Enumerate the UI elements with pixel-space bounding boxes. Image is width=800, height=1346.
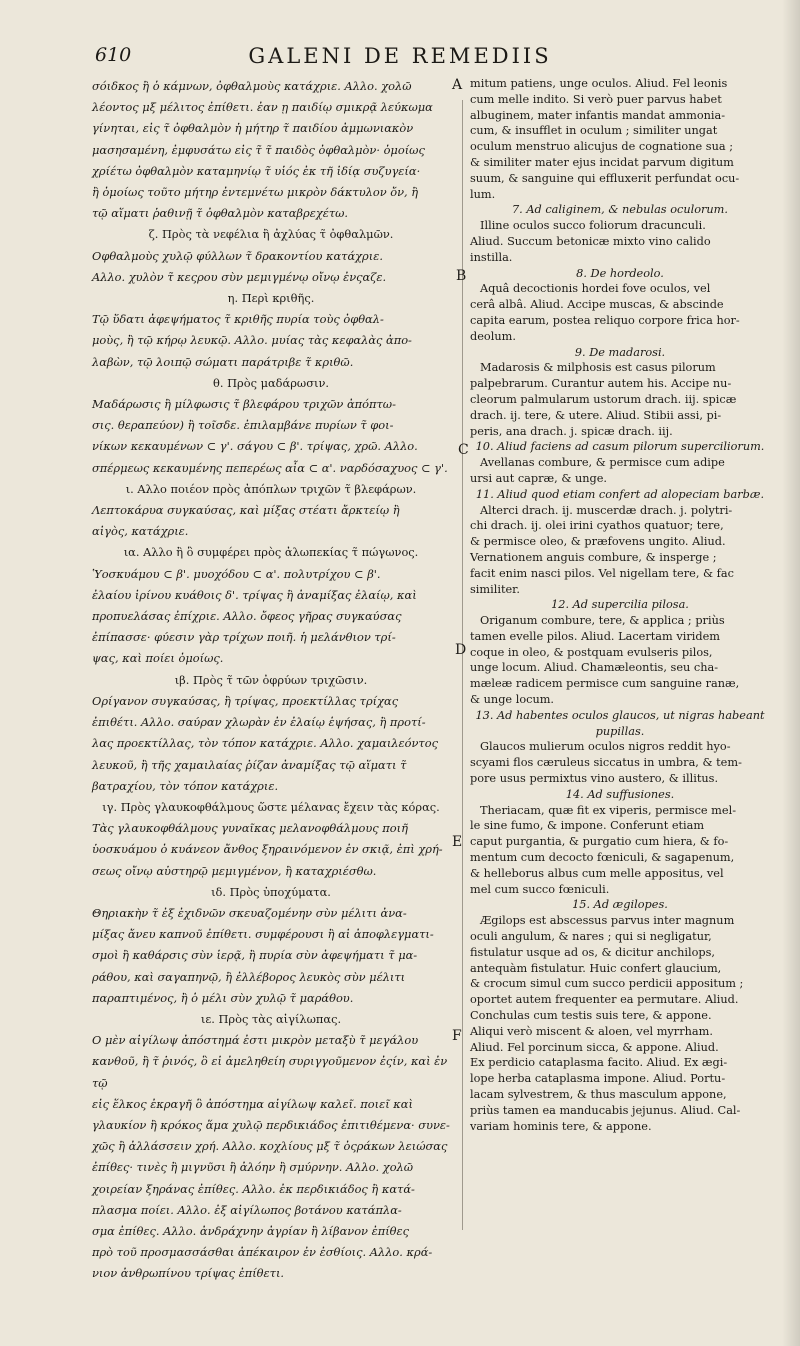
- latin-heading: pupillas.: [595, 724, 645, 738]
- greek-line: μασησαμένη, ἐμφυσάτω εἰς τ̃ τ̃ παιδὸς ὀφθαλμὸν· ὁμοίως: [92, 142, 425, 157]
- greek-line: λας προεκτίλλας, τὸν τόπον κατάχριε. Αλλο. χαμαιλεόντος: [92, 736, 438, 751]
- greek-line: Οφθαλμοὺς χυλῷ φύλλων τ̃ δρακοντίου κατάχριε.: [92, 248, 383, 263]
- greek-heading: ιδ. Πρὸς ὑποχύματα.: [211, 884, 331, 899]
- latin-line: Avellanas combure, & permisce cum adipe: [480, 456, 725, 470]
- greek-line: νιον ἀνθρωπίνου τρίψας ἐπίθετι.: [92, 1266, 285, 1281]
- greek-line: παραπτιμένος, ἢ ὁ μέλι σὺν χυλῷ τ̃ μαράθου.: [92, 990, 354, 1005]
- latin-heading: 10. Aliud faciens ad casum pilorum superciliorum.: [475, 440, 765, 454]
- latin-line: facit enim nasci pilos. Vel nigellam tere, & fac: [470, 566, 734, 580]
- latin-line: Aliqui verò miscent & aloen, vel myrrham.: [470, 1024, 713, 1038]
- latin-line: & unge locum.: [470, 693, 555, 707]
- greek-line: Αλλο. χυλὸν τ̃ κεςρου σὺν μεμιγμένῳ οἴνῳ ἐνςαζε.: [92, 269, 387, 284]
- latin-line: Alterci drach. ij. muscerdæ drach. j. polytri-: [480, 503, 733, 517]
- greek-line: Ορίγανον συγκαύσας, ἢ τρίψας, προεκτίλλας τρίχας: [92, 693, 399, 708]
- latin-line: Illine oculos succo foliorum dracunculi.: [480, 219, 706, 233]
- latin-line: variam hominis tere, & appone.: [470, 1119, 652, 1133]
- latin-line: caput purgantia, & purgatio cum hiera, & fo-: [470, 835, 729, 849]
- greek-line: Θηριακὴν τ̃ ἐξ ἐχιδνῶν σκευαζομένην σὺν μέλιτι ἀνα-: [92, 905, 407, 920]
- latin-line: & helleborus albus cum melle appositus, vel: [470, 866, 724, 880]
- latin-line: unge locum. Aliud. Chamæleontis, seu cha-: [470, 661, 719, 675]
- greek-line: γλαυκίον ἢ κρόκος ἅμα χυλῷ περδικιάδος ἐπιτιθέμενα· συνε-: [92, 1117, 450, 1132]
- latin-line: Madarosis & milphosis est casus pilorum: [480, 361, 716, 375]
- page-fold-shadow: [782, 0, 800, 1346]
- latin-heading: 15. Ad ægilopes.: [572, 898, 668, 912]
- greek-line: Λεπτοκάρυα συγκαύσας, καὶ μίξας στέατι ἄρκτείῳ ἢ: [92, 503, 400, 518]
- greek-line: σόιδκος ἢ ὁ κάμνων, ὀφθαλμοὺς κατάχριε. Αλλο. χολῶ: [92, 79, 412, 93]
- latin-line: drach. ij. tere, & utere. Aliud. Stibii assi, pi-: [470, 408, 722, 422]
- greek-heading: ια. Αλλο ἢ ὃ συμφέρει πρὸς ἀλωπεκίας τ̃ πώγωνος.: [123, 545, 419, 560]
- greek-line: σπέρμεως κεκαυμένης πεπερέως αἶα ⊂ α'. ναρδόσαχυος ⊂ γ'.: [92, 460, 448, 475]
- greek-line: Τὰς γλαυκοφθάλμους γυναῖκας μελανοφθάλμους ποιῆ: [92, 821, 408, 836]
- latin-line: ursi aut capræ, & unge.: [470, 471, 608, 485]
- latin-line: mæleæ radicem permisce cum sanguine ranæ,: [470, 677, 740, 691]
- greek-line: μίξας ἄνευ καπνοῦ ἐπίθετι. συμφέρουσι ἢ αἱ ἀποφλεγματι-: [92, 927, 434, 942]
- latin-text-column: [470, 76, 770, 1266]
- latin-line: mitum patiens, unge oculos. Aliud. Fel leonis: [470, 77, 728, 90]
- greek-heading: ζ. Πρὸς τὰ νεφέλια ἢ ἀχλύας τ̃ ὀφθαλμῶν.: [148, 227, 394, 242]
- latin-line: antequàm fistulatur. Huic confert glaucium,: [470, 961, 722, 975]
- latin-line: fistulatur usque ad os, & dicitur anchilops,: [470, 945, 715, 959]
- greek-line: γίνηται, εἰς τ̃ ὀφθαλμὸν ἡ μήτηρ τ̃ παιδίου ἀμμωνιακὸν: [92, 121, 414, 136]
- greek-line: μοὺς, ἢ τῷ κήρῳ λευκῷ. Αλλο. μυίας τὰς κεφαλὰς ἀπο-: [92, 333, 412, 348]
- greek-line: προπυελάσας ἐπίχριε. Αλλο. ὄφεος γῆρας συγκαύσας: [92, 609, 402, 624]
- greek-line: Ὑοσκυάμου ⊂ β'. μυοχόδου ⊂ α'. πολυτρίχου ⊂ β'.: [92, 566, 381, 581]
- greek-line: πρὸ τοῦ προσμασσάσθαι ἀπέκαιρον ἐν ἐσθίοις. Αλλο. κρά-: [92, 1245, 433, 1260]
- latin-line: Vernationem anguis combure, & insperge ;: [470, 550, 717, 564]
- latin-line: mentum cum decocto fœniculi, & sagapenum,: [470, 851, 735, 865]
- page-number: 610: [95, 44, 132, 66]
- latin-line: & permisce oleo, & præfovens ungito. Aliud.: [470, 535, 726, 549]
- greek-line: ψας, καὶ ποίει ὁμοίως.: [92, 651, 224, 666]
- latin-line: palpebrarum. Curantur autem his. Accipe nu-: [470, 377, 732, 391]
- margin-marker-e: E: [452, 834, 463, 850]
- latin-line: & similiter mater ejus incidat parvum digitum: [470, 155, 734, 169]
- latin-line: chi drach. ij. olei irini cyathos quatuor; tere,: [470, 519, 724, 533]
- latin-line: similiter.: [470, 582, 520, 596]
- latin-line: suum, & sanguine qui effluxerit perfundat ocu-: [470, 171, 740, 185]
- latin-line: priùs tamen ea manducabis jejunus. Aliud. Cal-: [470, 1103, 741, 1117]
- latin-heading: 11. Aliud quod etiam confert ad alopeciam barbæ.: [475, 487, 765, 501]
- latin-line: lum.: [470, 187, 496, 201]
- greek-heading: ι. Αλλο ποιέον πρὸς ἀπόπλων τριχῶν τ̃ βλεφάρων.: [125, 481, 417, 496]
- latin-line: lacam sylvestrem, & thus masculum appone,: [470, 1088, 727, 1101]
- greek-heading: ιε. Πρὸς τὰς αἰγίλωπας.: [200, 1011, 342, 1026]
- greek-line: αἰγὸς, κατάχριε.: [92, 524, 189, 539]
- latin-line: mel cum succo fœniculi.: [470, 882, 610, 896]
- greek-line: Τῷ ὕδατι ἀφεψήματος τ̃ κριθῆς πυρία τοὺς ὀφθαλ-: [92, 312, 384, 327]
- latin-line: tamen evelle pilos. Aliud. Lacertam viridem: [470, 629, 720, 643]
- greek-line: σις. θεραπεύον) ἢ τοῖσδε. ἐπιλαμβάνε πυρίων τ̃ φοι-: [92, 418, 394, 433]
- latin-line: capita earum, postea reliquo corpore frica hor-: [470, 313, 740, 327]
- greek-line: ἐπιθέτι. Αλλο. σαύραν χλωρὰν ἐν ἐλαίῳ ἑψήσας, ἢ προτί-: [92, 715, 426, 730]
- latin-line: cum, & insufflet in oculum ; similiter ungat: [470, 124, 718, 138]
- latin-line: Ægilops est abscessus parvus inter magnum: [480, 914, 735, 928]
- margin-marker-d: D: [455, 642, 467, 658]
- greek-line: σεως οἴνῳ αὐστηρῷ μεμιγμένον, ἢ καταχριέσθω.: [92, 863, 377, 878]
- greek-line: ἐλαίου ἰρίνου κυάθοις δ'. τρίψας ἢ ἀναμίξας ἐλαίῳ, καὶ: [92, 587, 417, 602]
- latin-line: Origanum combure, tere, & applica ; priùs: [480, 614, 725, 628]
- latin-line: Conchulas cum testis suis tere, & appone.: [470, 1009, 712, 1023]
- running-title: GALENI DE REMEDIIS: [248, 44, 552, 68]
- latin-line: Glaucos mulierum oculos nigros reddit hyo-: [480, 740, 731, 754]
- latin-heading: 12. Ad supercilia pilosa.: [551, 598, 689, 612]
- greek-line: σμοὶ ἢ καθάρσις σὺν ἱερᾷ, ἢ πυρία σὺν ἀφεψήματι τ̃ μα-: [92, 948, 418, 963]
- margin-marker-f: F: [452, 1028, 462, 1044]
- latin-line: cerâ albâ. Aliud. Accipe muscas, & abscinde: [470, 298, 724, 312]
- latin-line: oportet autem frequenter ea permutare. Aliud.: [470, 993, 739, 1007]
- latin-line: lope herba cataplasma impone. Aliud. Portu-: [470, 1072, 726, 1086]
- greek-line: χρίέτω ὀφθαλμὸν καταμηνίῳ τ̃ υἱός ἐκ τῆ ἰδίᾳ συζυγεία·: [92, 163, 421, 178]
- latin-line: oculi angulum, & nares ; qui si negligatur,: [470, 930, 712, 944]
- latin-heading: 8. De hordeolo.: [576, 266, 664, 280]
- latin-line: & crocum simul cum succo perdicii appositum ;: [470, 977, 744, 991]
- greek-line: ὑοσκυάμου ὁ κυάνεον ἄνθος ξηραινόμενον ἐν σκιᾷ, ἐπὶ χρή-: [92, 842, 443, 857]
- greek-line: λευκοῦ, ἢ τῆς χαμαιλαίας ῥίζαν ἀναμίξας τῷ αἵματι τ̃: [92, 757, 407, 772]
- latin-line: pore usus permixtus vino austero, & illitus.: [470, 772, 719, 786]
- greek-line: ἐπίθες· τινὲς ἢ μιγνῦσι ἢ ἀλόην ἢ σμύρνην. Αλλο. χολῶ: [92, 1160, 414, 1175]
- latin-heading: 7. Ad caliginem, & nebulas oculorum.: [512, 203, 728, 217]
- latin-line: cum melle indito. Si verò puer parvus habet: [470, 92, 722, 106]
- greek-line: νίκων κεκαυμένων ⊂ γ'. σάγου ⊂ β'. τρίψας, χρῶ. Αλλο.: [92, 439, 418, 454]
- greek-line: πλασμα ποίει. Αλλο. ἐξ αἰγίλωπος βοτάνου κατάπλα-: [92, 1202, 402, 1217]
- latin-heading: 9. De madarosi.: [574, 345, 666, 359]
- greek-heading: ιβ. Πρὸς τ̃ τῶν ὀφρύων τριχῶσιν.: [174, 672, 368, 687]
- greek-line: χοιρείαν ξηράνας ἐπίθες. Αλλο. ἐκ περδικιάδος ἢ κατά-: [92, 1181, 415, 1196]
- greek-line: κανθοῦ, ἢ τ̃ ῥινός, ὃ εἰ ἀμεληθείη συριγγοῦμενον ἐςίν, καὶ ἐν τῷ: [92, 1054, 448, 1090]
- margin-marker-c: C: [458, 442, 469, 458]
- latin-line: peris, ana drach. j. spicæ drach. iij.: [470, 424, 673, 438]
- latin-line: Ex perdicio cataplasma facito. Aliud. Ex ægi-: [470, 1056, 728, 1070]
- greek-line: βατραχίου, τὸν τόπον κατάχριε.: [92, 778, 279, 793]
- page-header: [0, 44, 800, 74]
- latin-line: le sine fumo, & impone. Conferunt etiam: [470, 819, 705, 833]
- latin-line: Aliud. Succum betonicæ mixto vino calido: [470, 234, 711, 248]
- margin-marker-b: B: [456, 268, 467, 284]
- latin-line: Aquâ decoctionis hordei fove oculos, vel: [480, 282, 711, 296]
- latin-line: coque in oleo, & postquam evulseris pilos,: [470, 645, 713, 659]
- latin-line: scyami flos cæruleus siccatus in umbra, & tem-: [470, 756, 742, 770]
- greek-line: ράθου, καὶ σαγαπηνῷ, ἢ ἐλλέβορος λευκὸς σὺν μέλιτι: [92, 969, 406, 984]
- latin-heading: 13. Ad habentes oculos glaucos, ut nigras habeant: [475, 708, 765, 722]
- greek-line: Ο μὲν αἰγίλωψ ἀπόστημά ἐστι μικρὸν μεταξὺ τ̃ μεγάλου: [92, 1033, 419, 1048]
- greek-heading: η. Περὶ κριθῆς.: [227, 291, 315, 306]
- latin-heading: 14. Ad suffusiones.: [565, 787, 675, 801]
- latin-line: instilla.: [470, 250, 513, 264]
- greek-line: εἰς ἕλκος ἐκραγῆ ὃ ἀπόστημα αἰγίλωψ καλεῖ. ποιεῖ καὶ: [92, 1096, 413, 1111]
- greek-line: σμα ἐπίθες. Αλλο. ἀνδράχνην ἀγρίαν ἢ λίβανον ἐπίθες: [92, 1223, 410, 1238]
- latin-line: Theriacam, quæ fit ex viperis, permisce mel-: [480, 803, 737, 817]
- greek-heading: ιγ. Πρὸς γλαυκοφθάλμους ὥστε μέλανας ἔχειν τὰς κόρας.: [102, 799, 440, 814]
- greek-line: Μαδάρωσις ἢ μίλφωσις τ̃ βλεφάρου τριχῶν ἀπόπτω-: [92, 397, 396, 412]
- latin-line: albuginem, mater infantis mandat ammonia-: [470, 108, 726, 122]
- greek-line: ἐπίπασσε· φύεσιν γὰρ τρίχων ποιῆ. ἡ μελάνθιον τρί-: [92, 630, 396, 645]
- greek-heading: θ. Πρὸς μαδάρωσιν.: [212, 375, 329, 390]
- latin-line: oculum menstruo alicujus de cognatione sua ;: [470, 140, 733, 154]
- greek-line: χῶς ἢ ἀλλάσσειν χρή. Αλλο. κοχλίους μξ τ̃ ὀςράκων λειώσας: [92, 1139, 448, 1154]
- greek-line: τῷ αἵματι ῥαθινῇ τ̃ ὀφθαλμὸν καταβρεχέτω.: [92, 206, 349, 221]
- latin-line: deolum.: [470, 329, 516, 343]
- latin-line: Aliud. Fel porcinum sicca, & appone. Aliud.: [470, 1040, 719, 1054]
- greek-line: λέοντος μξ μέλιτος ἐπίθετι. ἐαν ῃ παιδίῳ σμικρᾷ λεύκωμα: [92, 100, 433, 115]
- greek-line: λαβὼν, τῷ λοιπῷ σώματι παράτριβε τ̃ κριθῶ.: [92, 354, 354, 369]
- greek-line: ἢ ὁμοίως τοῦτο μήτηρ ἐντεμνέτω μικρὸν δάκτυλον ὄν, ἢ: [92, 185, 419, 200]
- margin-marker-a: A: [452, 77, 463, 93]
- latin-line: cleorum palmularum ustorum drach. iij. spicæ: [470, 392, 737, 406]
- greek-text-column: [92, 76, 450, 1281]
